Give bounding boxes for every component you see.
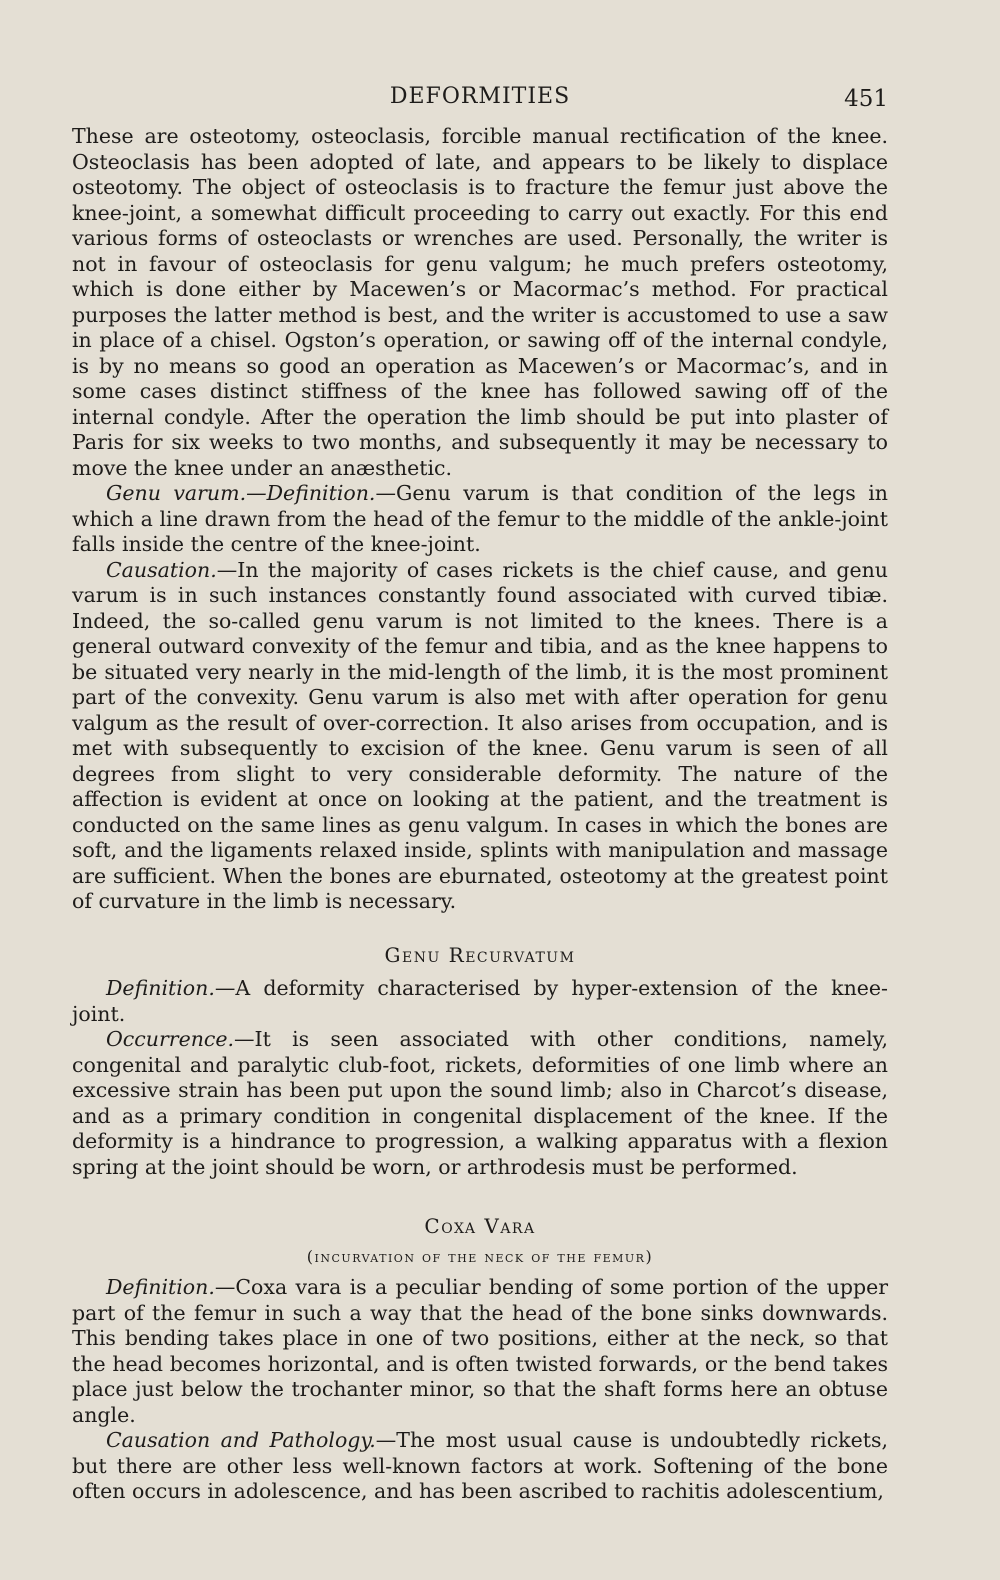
body-text xyxy=(72,124,888,1505)
recurvatum-definition-text: —A deformity characterised by hyper-extension of the knee-joint. xyxy=(72,976,888,1026)
recurvatum-definition-lead: Definition. xyxy=(106,976,215,1000)
running-title: DEFORMITIES xyxy=(389,84,571,109)
causation-lead: Causation. xyxy=(106,557,217,582)
subheading-coxa-vara: (incurvation of the neck of the femur) xyxy=(306,1246,654,1266)
paragraph-genu-recurvatum-definition xyxy=(72,976,888,1027)
coxa-definition-text: —Coxa vara is a peculiar bending of some portion of the upper part of the femur in such a way that the head of the bone sinks downwards. This bending takes place in one of two positions, either at the neck, so that the head becomes horizontal, and is often twisted forwards, or the bend takes place just below the trochanter minor, so that the shaft forms here an obtuse angle. xyxy=(72,1275,888,1427)
paragraph-genu-recurvatum-occurrence xyxy=(72,1027,888,1180)
causation-text: —In the majority of cases rickets is the chief cause, and genu varum is in such instances constantly found associated with curved tibiæ. Indeed, the so-called genu varum is not limited to the knees. There is a general outward convexity of the femur and tibia, and as the knee happens to be situated very nearly in the mid-length of the limb, it is the most prominent part of the convexity. Genu varum is also met with after operation for genu valgum as the result of over-correction. It also arises from occupation, and is met with subsequently to excision of the knee. Genu varum is seen of all degrees from slight to very considerable deformity. The nature of the affection is evident at once on looking at the patient, and the treatment is conducted on the same lines as genu valgum. In cases in which the bones are soft, and the ligaments relaxed inside, splints with manipulation and massage are sufficient. When the bones are eburnated, osteotomy at the greatest point of curvature in the limb is necessary. xyxy=(72,557,888,913)
paragraph-treatment-genu-valgum: These are osteotomy, osteoclasis, forcible manual rectification of the knee. Osteoclasis has been adopted of late, and appears to be likely to displace osteotomy. The object of osteoclasis is to fracture the femur just above the knee-joint, a somewhat difficult proceeding to carry out exactly. For this end various forms of osteoclasts or wrenches are used. Personally, the writer is not in favour of osteoclasis for genu valgum; he much prefers osteotomy, which is done either by Macewen’s or Macormac’s method. For practical purposes the latter method is best, and the writer is accustomed to use a saw in place of a chisel. Ogston’s operation, or sawing off of the internal condyle, is by no means so good an operation as Macewen’s or Macormac’s, and in some cases distinct stiffness of the knee has followed sawing off of the internal condyle. After the operation the limb should be put into plaster of Paris for six weeks to two months, and subsequently it may be necessary to move the knee under an anæsthetic. xyxy=(72,124,888,480)
paragraph-genu-varum-definition xyxy=(72,481,888,558)
recurvatum-occurrence-text: —It is seen associated with other conditions, namely, congenital and paralytic club-foot, rickets, deformities of one limb where an excessive strain has been put upon the sound limb; also in Charcot’s disease, and as a primary condition in congenital displacement of the knee. If the deformity is a hindrance to progression, a walking apparatus with a flexion spring at the joint should be worn, or arthrodesis must be performed. xyxy=(72,1027,888,1179)
coxa-causation-text: —The most usual cause is undoubtedly rickets, but there are other less well-known factors at work. Softening of the bone often occurs in adolescence, and has been ascribed to rachitis adolescentium, xyxy=(72,1428,889,1503)
coxa-causation-lead: Causation and Pathology. xyxy=(106,1428,376,1452)
coxa-definition-lead: Definition. xyxy=(106,1275,215,1299)
genu-varum-lead: Genu varum.—Definition. xyxy=(106,481,376,505)
paragraph-coxa-vara-causation xyxy=(72,1428,888,1505)
running-head xyxy=(72,78,888,124)
page-number: 451 xyxy=(844,86,888,112)
heading-coxa-vara: Coxa Vara xyxy=(424,1214,536,1238)
paragraph-genu-varum-causation xyxy=(72,558,888,915)
recurvatum-occurrence-lead: Occurrence. xyxy=(106,1027,235,1051)
paragraph-coxa-vara-definition xyxy=(72,1275,888,1428)
heading-genu-recurvatum: Genu Recurvatum xyxy=(384,942,576,967)
genu-varum-text: —Genu varum is that condition of the legs in which a line drawn from the head of the femur to the middle of the ankle-joint falls inside the centre of the knee-joint. xyxy=(72,481,888,556)
